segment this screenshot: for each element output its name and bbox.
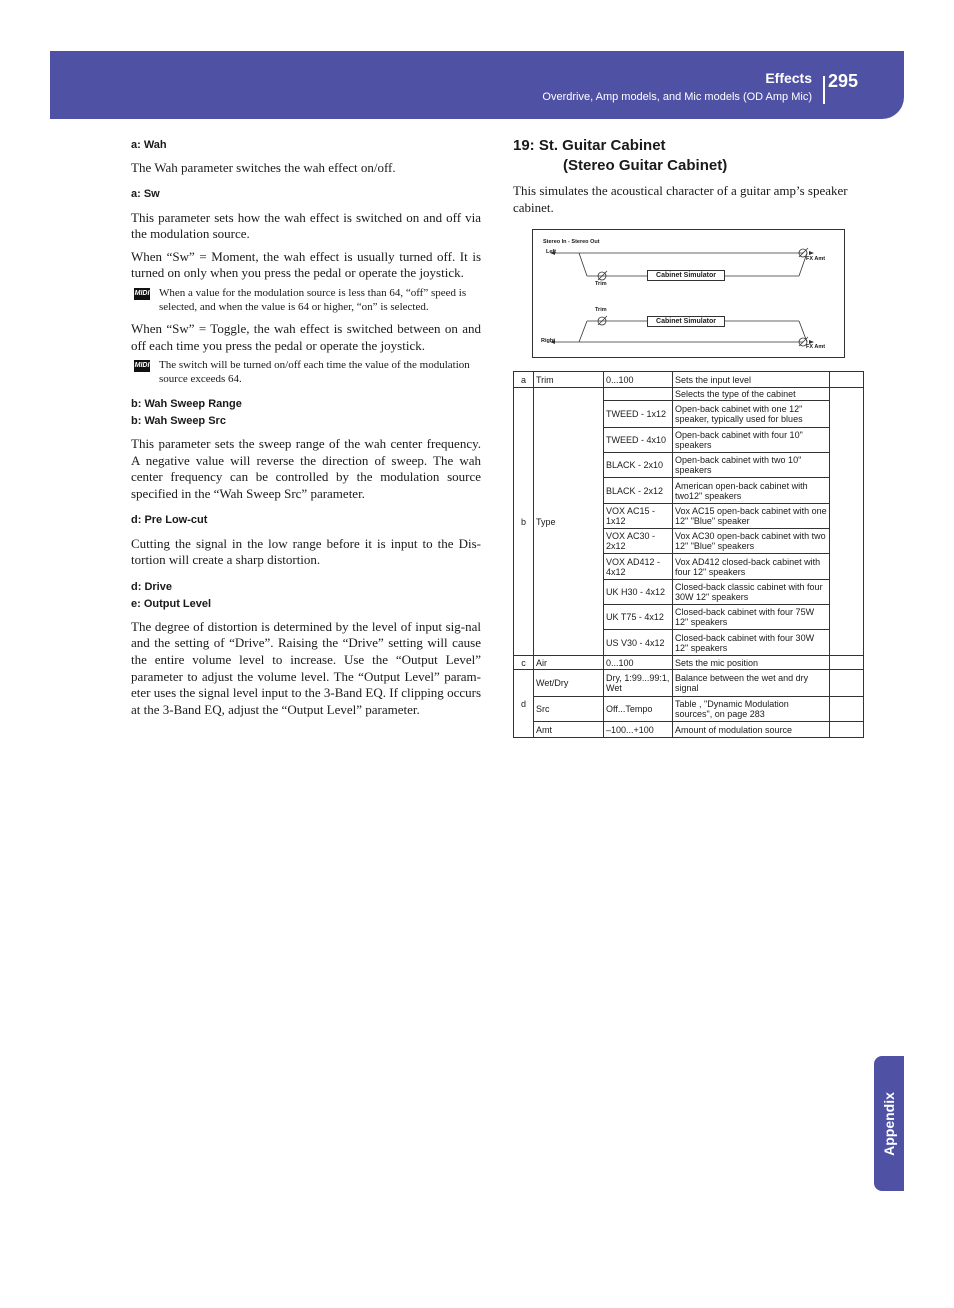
heading-drive: d: Drive [131, 580, 172, 593]
heading-output-level: e: Output Level [131, 597, 212, 610]
page-header [50, 51, 904, 119]
effect-intro: This simulates the acoustical character of a guitar amp’s speaker cabinet. [513, 183, 848, 215]
param-value: VOX AC15 - 1x12 [604, 504, 673, 529]
param-group: a [514, 372, 534, 388]
param-value: VOX AC30 - 2x12 [604, 529, 673, 554]
param-desc: Open-back cabinet with four 10" speakers [673, 428, 830, 453]
heading-wah-sweep-range: b: Wah Sweep Range [131, 398, 242, 411]
param-name: Air [534, 656, 604, 670]
param-value: BLACK - 2x10 [604, 453, 673, 478]
header-divider [823, 76, 825, 104]
paragraph-drive: The degree of distortion is determined by the level of input sig-nal and the setting of “Drive”. Raising the “Drive” setting will cause the entire volume level to increase. Use the “Output Level” parameter to adjust the volume level. The “Output Level” param-eter uses the signal level input to the 3-Band EQ. If clipping occurs at the 3-Band EQ, adjust the “Output Level” parameter. [131, 618, 481, 717]
cabinet-simulator-right: Cabinet Simulator [647, 316, 725, 327]
param-desc: Closed-back cabinet with four 30W 12" speakers [673, 630, 830, 656]
paragraph-wah: The Wah parameter switches the wah effect on/off. [131, 160, 396, 175]
param-extra [830, 722, 864, 738]
effect-title-line-2: (Stereo Guitar Cabinet) [563, 157, 728, 174]
param-desc: Sets the mic position [673, 656, 830, 670]
param-desc: Closed-back classic cabinet with four 30W 12" speakers [673, 580, 830, 605]
paragraph-sw-1: This parameter sets how the wah effect is switched on and off via the modulation source. [131, 209, 481, 242]
midi-icon: MIDI [134, 288, 150, 300]
param-desc: Amount of modulation source [673, 722, 830, 738]
section-title: Effects [765, 70, 812, 86]
param-name: Type [534, 388, 604, 656]
param-extra [830, 372, 864, 388]
param-desc: Vox AC15 open-back cabinet with one 12" "Blue" speaker [673, 504, 830, 529]
table-row [514, 670, 864, 697]
cabinet-simulator-left: Cabinet Simulator [647, 270, 725, 281]
param-group: b [514, 388, 534, 656]
midi-note-2 [131, 358, 481, 386]
midi-icon: MIDI [134, 360, 150, 372]
param-value: 0...100 [604, 656, 673, 670]
param-value: UK H30 - 4x12 [604, 580, 673, 605]
signal-lines [533, 230, 844, 357]
paragraph-sw-2: When “Sw” = Moment, the wah effect is usually turned off. It is turned on only when you press the pedal or operate the joystick. [131, 248, 481, 281]
left-column [131, 137, 481, 718]
param-value: Off...Tempo [604, 697, 673, 722]
paragraph-wah-sweep: This parameter sets the sweep range of the wah center frequency. A negative value will reverse the direction of sweep. The wah center frequency can be controlled by the modulation source specified in the “Wah Sweep Src” parameter. [131, 436, 481, 501]
left-channel-label: Left [546, 249, 557, 255]
signal-flow-diagram [532, 229, 845, 358]
heading-pre-lowcut: d: Pre Low-cut [131, 513, 208, 526]
param-value: VOX AD412 - 4x12 [604, 554, 673, 580]
param-name: Amt [534, 722, 604, 738]
heading-wah-sweep-src: b: Wah Sweep Src [131, 415, 226, 428]
heading-sw: a: Sw [131, 187, 160, 200]
param-group: d [514, 670, 534, 738]
io-label: Stereo In - Stereo Out [543, 239, 600, 245]
param-value: TWEED - 4x10 [604, 428, 673, 453]
paragraph-sw-3: When “Sw” = Toggle, the wah effect is switched between on and off each time you press the pedal or operate the joystick. [131, 320, 481, 353]
page-number: 295 [828, 71, 859, 91]
param-desc: Sets the input level [673, 372, 830, 388]
param-extra [830, 656, 864, 670]
table-row [514, 722, 864, 738]
param-group: c [514, 656, 534, 670]
param-value: –100...+100 [604, 722, 673, 738]
param-desc: Open-back cabinet with two 10" speakers [673, 453, 830, 478]
param-desc: Vox AD412 closed-back cabinet with four 12" speakers [673, 554, 830, 580]
param-desc: Vox AC30 open-back cabinet with two 12" "Blue" speakers [673, 529, 830, 554]
param-extra [830, 388, 864, 656]
note-text-1: When a value for the modulation source is less than 64, “off” speed is selected, and when the value is 64 or higher, “on” is selected. [159, 286, 467, 313]
right-channel-label: Right [541, 338, 556, 344]
param-desc: Selects the type of the cabinet [673, 388, 830, 401]
fx-amt-label-left: FX Amt [806, 256, 826, 262]
table-row [514, 388, 864, 401]
param-extra [830, 670, 864, 697]
appendix-tab[interactable] [874, 1056, 904, 1191]
param-name: Trim [534, 372, 604, 388]
parameter-table [513, 371, 864, 738]
param-value: BLACK - 2x12 [604, 478, 673, 504]
right-column [513, 136, 863, 216]
midi-note-1 [131, 286, 481, 314]
appendix-tab-label: Appendix [881, 1091, 897, 1156]
table-row [514, 372, 864, 388]
param-desc: Table , "Dynamic Modulation sources", on page 283 [673, 697, 830, 722]
param-value: TWEED - 1x12 [604, 401, 673, 428]
param-value: 0...100 [604, 372, 673, 388]
param-value: UK T75 - 4x12 [604, 605, 673, 630]
param-name: Src [534, 697, 604, 722]
param-name: Wet/Dry [534, 670, 604, 697]
param-desc: Open-back cabinet with one 12" speaker, typically used for blues [673, 401, 830, 428]
table-row [514, 656, 864, 670]
param-value: Dry, 1:99...99:1, Wet [604, 670, 673, 697]
trim-label-left: Trim [595, 281, 607, 287]
param-desc: Balance between the wet and dry signal [673, 670, 830, 697]
param-desc: American open-back cabinet with two12" speakers [673, 478, 830, 504]
section-subtitle: Overdrive, Amp models, and Mic models (OD Amp Mic) [542, 91, 812, 103]
param-value [604, 388, 673, 401]
heading-wah: a: Wah [131, 139, 167, 151]
fx-amt-label-right: FX Amt [806, 344, 826, 350]
effect-title-line-1: 19: St. Guitar Cabinet [513, 137, 666, 154]
note-text-2: The switch will be turned on/off each time the value of the modulation source exceeds 64. [159, 359, 470, 386]
table-row [514, 697, 864, 722]
paragraph-pre-lowcut: Cutting the signal in the low range before it is input to the Dis-tortion will create a sharp distortion. [131, 535, 481, 568]
param-desc: Closed-back cabinet with four 75W 12" speakers [673, 605, 830, 630]
trim-label-right: Trim [595, 307, 607, 313]
param-extra [830, 697, 864, 722]
param-value: US V30 - 4x12 [604, 630, 673, 656]
